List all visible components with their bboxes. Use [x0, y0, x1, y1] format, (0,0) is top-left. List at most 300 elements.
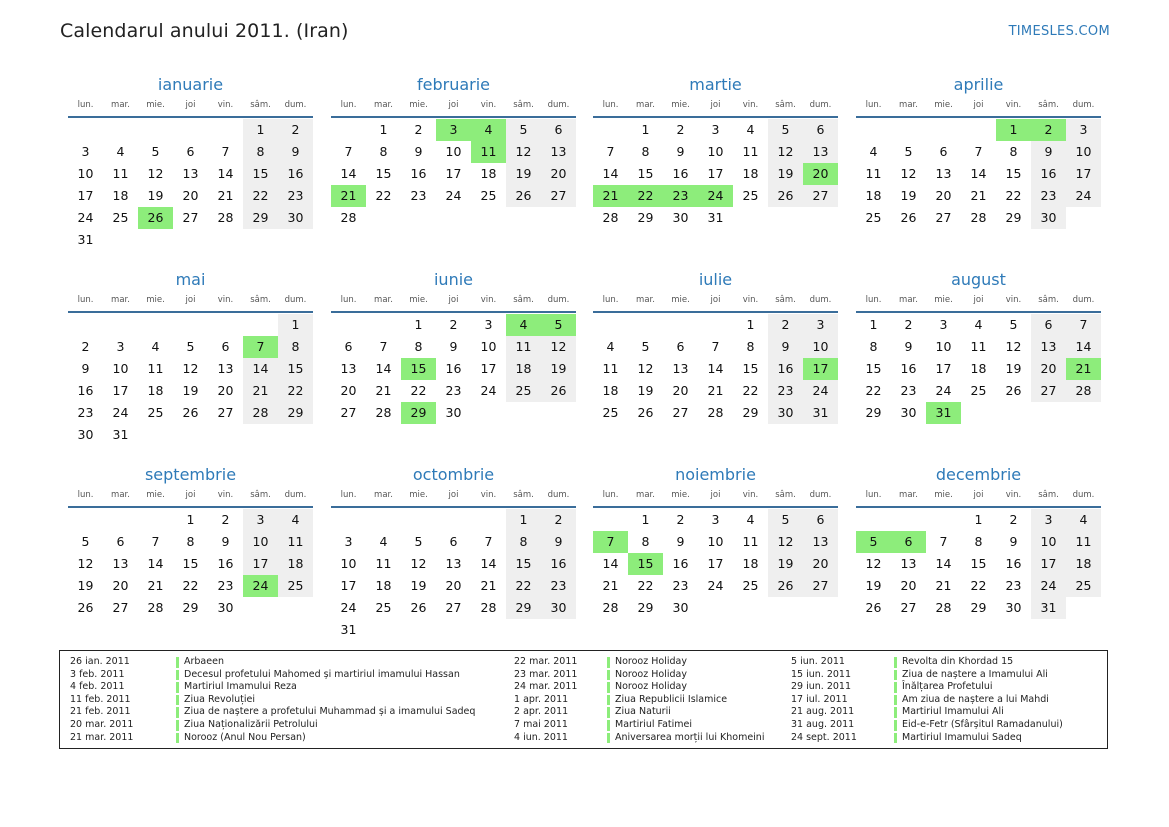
weekday-label: mar. [899, 295, 918, 305]
legend-date: 31 aug. 2011 [791, 718, 855, 730]
day-cell: 24 [1066, 185, 1101, 207]
day-cell: 11 [375, 556, 392, 571]
weekday-label: lun. [602, 295, 619, 305]
day-cell: 23 [445, 383, 462, 398]
day-cell: 15 [637, 166, 654, 181]
day-cell: 23 [900, 383, 917, 398]
days-grid [331, 314, 576, 424]
empty-cell [628, 314, 663, 336]
day-cell: 11 [742, 144, 759, 159]
legend-item [791, 681, 1063, 694]
day-cell: 17 [935, 361, 952, 376]
empty-cell [698, 314, 733, 336]
weekday-label: vin. [742, 490, 759, 500]
day-cell: 25 [602, 405, 619, 420]
empty-cell [138, 509, 173, 531]
day-cell: 12 [77, 556, 94, 571]
day-cell: 22 [742, 383, 759, 398]
day-cell: 14 [935, 556, 952, 571]
weekday-label: mie. [934, 490, 953, 500]
empty-cell [68, 509, 103, 531]
days-grid [331, 509, 576, 641]
empty-cell [173, 119, 208, 141]
holiday-day-cell: 11 [471, 141, 506, 163]
weekday-label: lun. [77, 295, 94, 305]
day-cell: 6 [803, 509, 838, 531]
holiday-marker [894, 682, 897, 693]
legend-item [70, 681, 475, 694]
day-cell: 27 [900, 600, 917, 615]
month-block [856, 269, 1101, 424]
day-cell: 3 [116, 339, 125, 354]
legend-date: 24 mar. 2011 [514, 681, 578, 693]
legend-item [791, 706, 1063, 719]
day-cell: 1 [641, 122, 650, 137]
holiday-day-cell: 7 [243, 336, 278, 358]
weekday-label: joi [710, 100, 721, 110]
day-cell: 9 [414, 144, 423, 159]
day-cell: 23 [672, 578, 689, 593]
day-cell: 13 [217, 361, 234, 376]
weekday-label: vin. [1005, 100, 1022, 110]
day-cell: 2 [81, 339, 90, 354]
weekday-label: vin. [480, 100, 497, 110]
empty-cell [663, 314, 698, 336]
legend-date: 26 ian. 2011 [70, 656, 130, 667]
day-cell: 29 [182, 600, 199, 615]
weekday-label: lun. [77, 100, 94, 110]
day-cell: 9 [449, 339, 458, 354]
day-cell: 29 [970, 600, 987, 615]
day-cell: 25 [375, 600, 392, 615]
day-cell: 13 [182, 166, 199, 181]
day-cell: 30 [900, 405, 917, 420]
month-name: iulie [698, 270, 733, 289]
day-cell: 2 [414, 122, 423, 137]
day-cell: 18 [1066, 553, 1101, 575]
day-cell: 19 [182, 383, 199, 398]
empty-cell [208, 314, 243, 336]
month-block [68, 464, 313, 619]
day-cell: 4 [379, 534, 388, 549]
month-name: decembrie [935, 465, 1022, 484]
day-cell: 5 [186, 339, 195, 354]
day-cell: 20 [803, 553, 838, 575]
weekday-header [593, 97, 838, 118]
day-cell: 23 [541, 575, 576, 597]
day-cell: 30 [672, 210, 689, 225]
day-cell: 1 [869, 317, 878, 332]
holiday-marker [176, 670, 179, 681]
days-grid [331, 119, 576, 229]
weekday-label: dum. [547, 295, 570, 305]
day-cell: 25 [742, 578, 759, 593]
day-cell: 17 [340, 578, 357, 593]
weekday-header [331, 97, 576, 118]
legend-holiday-name: Ziua de naștere a Imamului Ali [902, 668, 1048, 680]
day-cell: 18 [375, 578, 392, 593]
day-cell: 2 [768, 314, 803, 336]
day-cell: 19 [77, 578, 94, 593]
day-cell: 27 [112, 600, 129, 615]
weekday-header [593, 292, 838, 313]
day-cell: 15 [970, 556, 987, 571]
legend-holiday-name: Ziua Revoluției [184, 693, 255, 705]
day-cell: 10 [445, 144, 462, 159]
weekday-label: sâm. [775, 100, 796, 110]
day-cell: 1 [243, 119, 278, 141]
day-cell: 15 [182, 556, 199, 571]
day-cell: 13 [900, 556, 917, 571]
day-cell: 21 [375, 383, 392, 398]
day-cell: 10 [340, 556, 357, 571]
day-cell: 5 [151, 144, 160, 159]
weekday-label: dum. [547, 100, 570, 110]
day-cell: 7 [221, 144, 230, 159]
day-cell: 24 [803, 380, 838, 402]
day-cell: 12 [637, 361, 654, 376]
day-cell: 9 [676, 534, 685, 549]
day-cell: 11 [147, 361, 164, 376]
day-cell: 14 [243, 358, 278, 380]
day-cell: 27 [935, 210, 952, 225]
holiday-marker [607, 682, 610, 693]
day-cell: 23 [278, 185, 313, 207]
day-cell: 3 [243, 509, 278, 531]
legend-item [70, 732, 475, 745]
day-cell: 4 [606, 339, 615, 354]
day-cell: 24 [1031, 575, 1066, 597]
day-cell: 18 [480, 166, 497, 181]
day-cell: 24 [112, 405, 129, 420]
day-cell: 2 [541, 509, 576, 531]
day-cell: 30 [217, 600, 234, 615]
legend-date: 17 iul. 2011 [791, 693, 848, 705]
weekday-label: vin. [1005, 490, 1022, 500]
legend-date: 7 mai 2011 [514, 718, 568, 730]
weekday-label: vin. [480, 490, 497, 500]
weekday-label: lun. [340, 295, 357, 305]
day-cell: 24 [445, 188, 462, 203]
holiday-marker [607, 733, 610, 744]
weekday-label: mie. [146, 100, 165, 110]
weekday-label: lun. [340, 100, 357, 110]
day-cell: 10 [707, 144, 724, 159]
day-cell: 13 [340, 361, 357, 376]
weekday-label: joi [973, 295, 984, 305]
legend-item [514, 656, 764, 669]
empty-cell [891, 119, 926, 141]
day-cell: 18 [865, 188, 882, 203]
weekday-label: dum. [809, 490, 832, 500]
day-cell: 26 [768, 185, 803, 207]
month-name: aprilie [953, 75, 1004, 94]
day-cell: 22 [278, 380, 313, 402]
empty-cell [331, 314, 366, 336]
site-link[interactable]: TIMESLES.COM [1008, 24, 1110, 39]
day-cell: 26 [1005, 383, 1022, 398]
legend-item [514, 732, 764, 745]
legend-date: 15 iun. 2011 [791, 668, 852, 680]
day-cell: 19 [900, 188, 917, 203]
weekday-label: sâm. [775, 490, 796, 500]
weekday-label: sâm. [513, 295, 534, 305]
day-cell: 8 [186, 534, 195, 549]
day-cell: 2 [676, 512, 685, 527]
legend-item [791, 732, 1063, 745]
day-cell: 13 [1031, 336, 1066, 358]
day-cell: 31 [803, 402, 838, 424]
day-cell: 7 [711, 339, 720, 354]
days-grid [856, 509, 1101, 619]
day-cell: 25 [278, 575, 313, 597]
day-cell: 11 [506, 336, 541, 358]
day-cell: 2 [221, 512, 230, 527]
weekday-label: sâm. [250, 295, 271, 305]
day-cell: 12 [182, 361, 199, 376]
day-cell: 16 [672, 166, 689, 181]
day-cell: 10 [112, 361, 129, 376]
legend-holiday-name: Am ziua de naștere a lui Mahdi [902, 693, 1049, 705]
day-cell: 8 [974, 534, 983, 549]
day-cell: 19 [1005, 361, 1022, 376]
day-cell: 27 [803, 185, 838, 207]
weekday-label: lun. [602, 100, 619, 110]
day-cell: 27 [217, 405, 234, 420]
weekday-label: dum. [1072, 100, 1095, 110]
day-cell: 13 [803, 141, 838, 163]
day-cell: 20 [340, 383, 357, 398]
day-cell: 25 [147, 405, 164, 420]
weekday-label: lun. [865, 295, 882, 305]
day-cell: 16 [77, 383, 94, 398]
legend-column [70, 656, 475, 744]
holiday-marker [176, 733, 179, 744]
day-cell: 23 [77, 405, 94, 420]
day-cell: 30 [541, 597, 576, 619]
day-cell: 2 [449, 317, 458, 332]
days-grid [68, 119, 313, 251]
weekday-label: joi [448, 100, 459, 110]
empty-cell [593, 119, 628, 141]
day-cell: 27 [541, 185, 576, 207]
weekday-label: mie. [409, 490, 428, 500]
day-cell: 1 [278, 314, 313, 336]
day-cell: 30 [1031, 207, 1066, 229]
legend-holiday-name: Eid-e-Fetr (Sfârșitul Ramadanului) [902, 718, 1063, 730]
day-cell: 26 [410, 600, 427, 615]
day-cell: 31 [340, 622, 357, 637]
day-cell: 16 [768, 358, 803, 380]
holiday-day-cell: 5 [856, 531, 891, 553]
day-cell: 21 [707, 383, 724, 398]
day-cell: 27 [803, 575, 838, 597]
day-cell: 6 [803, 119, 838, 141]
day-cell: 12 [506, 141, 541, 163]
weekday-label: joi [973, 100, 984, 110]
day-cell: 8 [1009, 144, 1018, 159]
day-cell: 4 [746, 512, 755, 527]
legend-item [70, 656, 475, 669]
day-cell: 5 [81, 534, 90, 549]
day-cell: 20 [900, 578, 917, 593]
day-cell: 19 [541, 358, 576, 380]
holiday-day-cell: 1 [996, 119, 1031, 141]
weekday-label: sâm. [1038, 295, 1059, 305]
weekday-label: mar. [111, 490, 130, 500]
day-cell: 14 [970, 166, 987, 181]
day-cell: 1 [414, 317, 423, 332]
day-cell: 18 [742, 556, 759, 571]
legend-item [70, 719, 475, 732]
legend-item [514, 694, 764, 707]
day-cell: 15 [506, 553, 541, 575]
empty-cell [331, 119, 366, 141]
month-block [331, 269, 576, 424]
day-cell: 7 [939, 534, 948, 549]
weekday-label: mar. [636, 100, 655, 110]
day-cell: 30 [445, 405, 462, 420]
legend-holiday-name: Ziua Naturii [615, 706, 671, 718]
day-cell: 30 [672, 600, 689, 615]
month-block [593, 269, 838, 424]
day-cell: 10 [480, 339, 497, 354]
day-cell: 26 [541, 380, 576, 402]
day-cell: 1 [186, 512, 195, 527]
day-cell: 25 [112, 210, 129, 225]
weekday-label: dum. [284, 490, 307, 500]
day-cell: 14 [340, 166, 357, 181]
legend-item [791, 656, 1063, 669]
weekday-header [593, 487, 838, 508]
day-cell: 18 [506, 358, 541, 380]
day-cell: 10 [935, 339, 952, 354]
weekday-label: vin. [217, 490, 234, 500]
day-cell: 9 [81, 361, 90, 376]
day-cell: 12 [410, 556, 427, 571]
day-cell: 9 [676, 144, 685, 159]
day-cell: 10 [803, 336, 838, 358]
day-cell: 31 [112, 427, 129, 442]
day-cell: 9 [768, 336, 803, 358]
day-cell: 22 [243, 185, 278, 207]
day-cell: 24 [77, 210, 94, 225]
day-cell: 12 [865, 556, 882, 571]
legend-item [70, 694, 475, 707]
day-cell: 2 [1009, 512, 1018, 527]
legend-holiday-name: Norooz (Anul Nou Persan) [184, 731, 306, 743]
day-cell: 12 [900, 166, 917, 181]
empty-cell [68, 314, 103, 336]
day-cell: 22 [182, 578, 199, 593]
weekday-label: vin. [217, 295, 234, 305]
day-cell: 10 [243, 531, 278, 553]
day-cell: 6 [344, 339, 353, 354]
day-cell: 18 [147, 383, 164, 398]
weekday-label: dum. [284, 100, 307, 110]
empty-cell [366, 314, 401, 336]
day-cell: 10 [1031, 531, 1066, 553]
legend-date: 1 apr. 2011 [514, 693, 569, 705]
day-cell: 15 [375, 166, 392, 181]
day-cell: 18 [602, 383, 619, 398]
weekday-label: vin. [480, 295, 497, 305]
day-cell: 8 [641, 144, 650, 159]
day-cell: 29 [506, 597, 541, 619]
day-cell: 23 [768, 380, 803, 402]
legend-holiday-name: Înălțarea Profetului [902, 681, 993, 693]
day-cell: 8 [414, 339, 423, 354]
day-cell: 9 [1009, 534, 1018, 549]
weekday-label: vin. [742, 100, 759, 110]
weekday-label: joi [185, 100, 196, 110]
day-cell: 19 [147, 188, 164, 203]
day-cell: 6 [676, 339, 685, 354]
holiday-day-cell: 23 [663, 185, 698, 207]
legend-item [791, 669, 1063, 682]
day-cell: 6 [541, 119, 576, 141]
day-cell: 3 [939, 317, 948, 332]
day-cell: 21 [970, 188, 987, 203]
day-cell: 29 [742, 405, 759, 420]
day-cell: 12 [768, 531, 803, 553]
empty-cell [173, 314, 208, 336]
day-cell: 25 [970, 383, 987, 398]
weekday-label: mie. [671, 490, 690, 500]
day-cell: 17 [243, 553, 278, 575]
weekday-label: mar. [111, 295, 130, 305]
day-cell: 5 [1009, 317, 1018, 332]
day-cell: 6 [939, 144, 948, 159]
day-cell: 14 [602, 166, 619, 181]
month-block [856, 464, 1101, 619]
holiday-marker [176, 657, 179, 668]
empty-cell [68, 119, 103, 141]
legend-holiday-name: Norooz Holiday [615, 668, 687, 680]
day-cell: 12 [147, 166, 164, 181]
day-cell: 9 [904, 339, 913, 354]
legend-holiday-name: Martiriul Imamului Sadeq [902, 731, 1022, 743]
day-cell: 30 [278, 207, 313, 229]
holiday-day-cell: 29 [401, 402, 436, 424]
holiday-marker [894, 695, 897, 706]
day-cell: 19 [865, 578, 882, 593]
holiday-day-cell: 24 [243, 575, 278, 597]
day-cell: 26 [77, 600, 94, 615]
day-cell: 1 [746, 317, 755, 332]
weekday-label: joi [448, 490, 459, 500]
day-cell: 5 [768, 119, 803, 141]
day-cell: 15 [865, 361, 882, 376]
weekday-label: mar. [374, 295, 393, 305]
day-cell: 4 [151, 339, 160, 354]
day-cell: 17 [480, 361, 497, 376]
day-cell: 4 [116, 144, 125, 159]
day-cell: 3 [803, 314, 838, 336]
day-cell: 30 [768, 402, 803, 424]
holiday-day-cell: 21 [593, 185, 628, 207]
month-name: noiembrie [675, 465, 756, 484]
day-cell: 23 [1031, 185, 1066, 207]
day-cell: 25 [506, 380, 541, 402]
weekday-label: mie. [671, 295, 690, 305]
empty-cell [208, 119, 243, 141]
day-cell: 8 [379, 144, 388, 159]
holiday-marker [176, 695, 179, 706]
day-cell: 16 [1005, 556, 1022, 571]
day-cell: 11 [742, 534, 759, 549]
weekday-label: mie. [934, 100, 953, 110]
